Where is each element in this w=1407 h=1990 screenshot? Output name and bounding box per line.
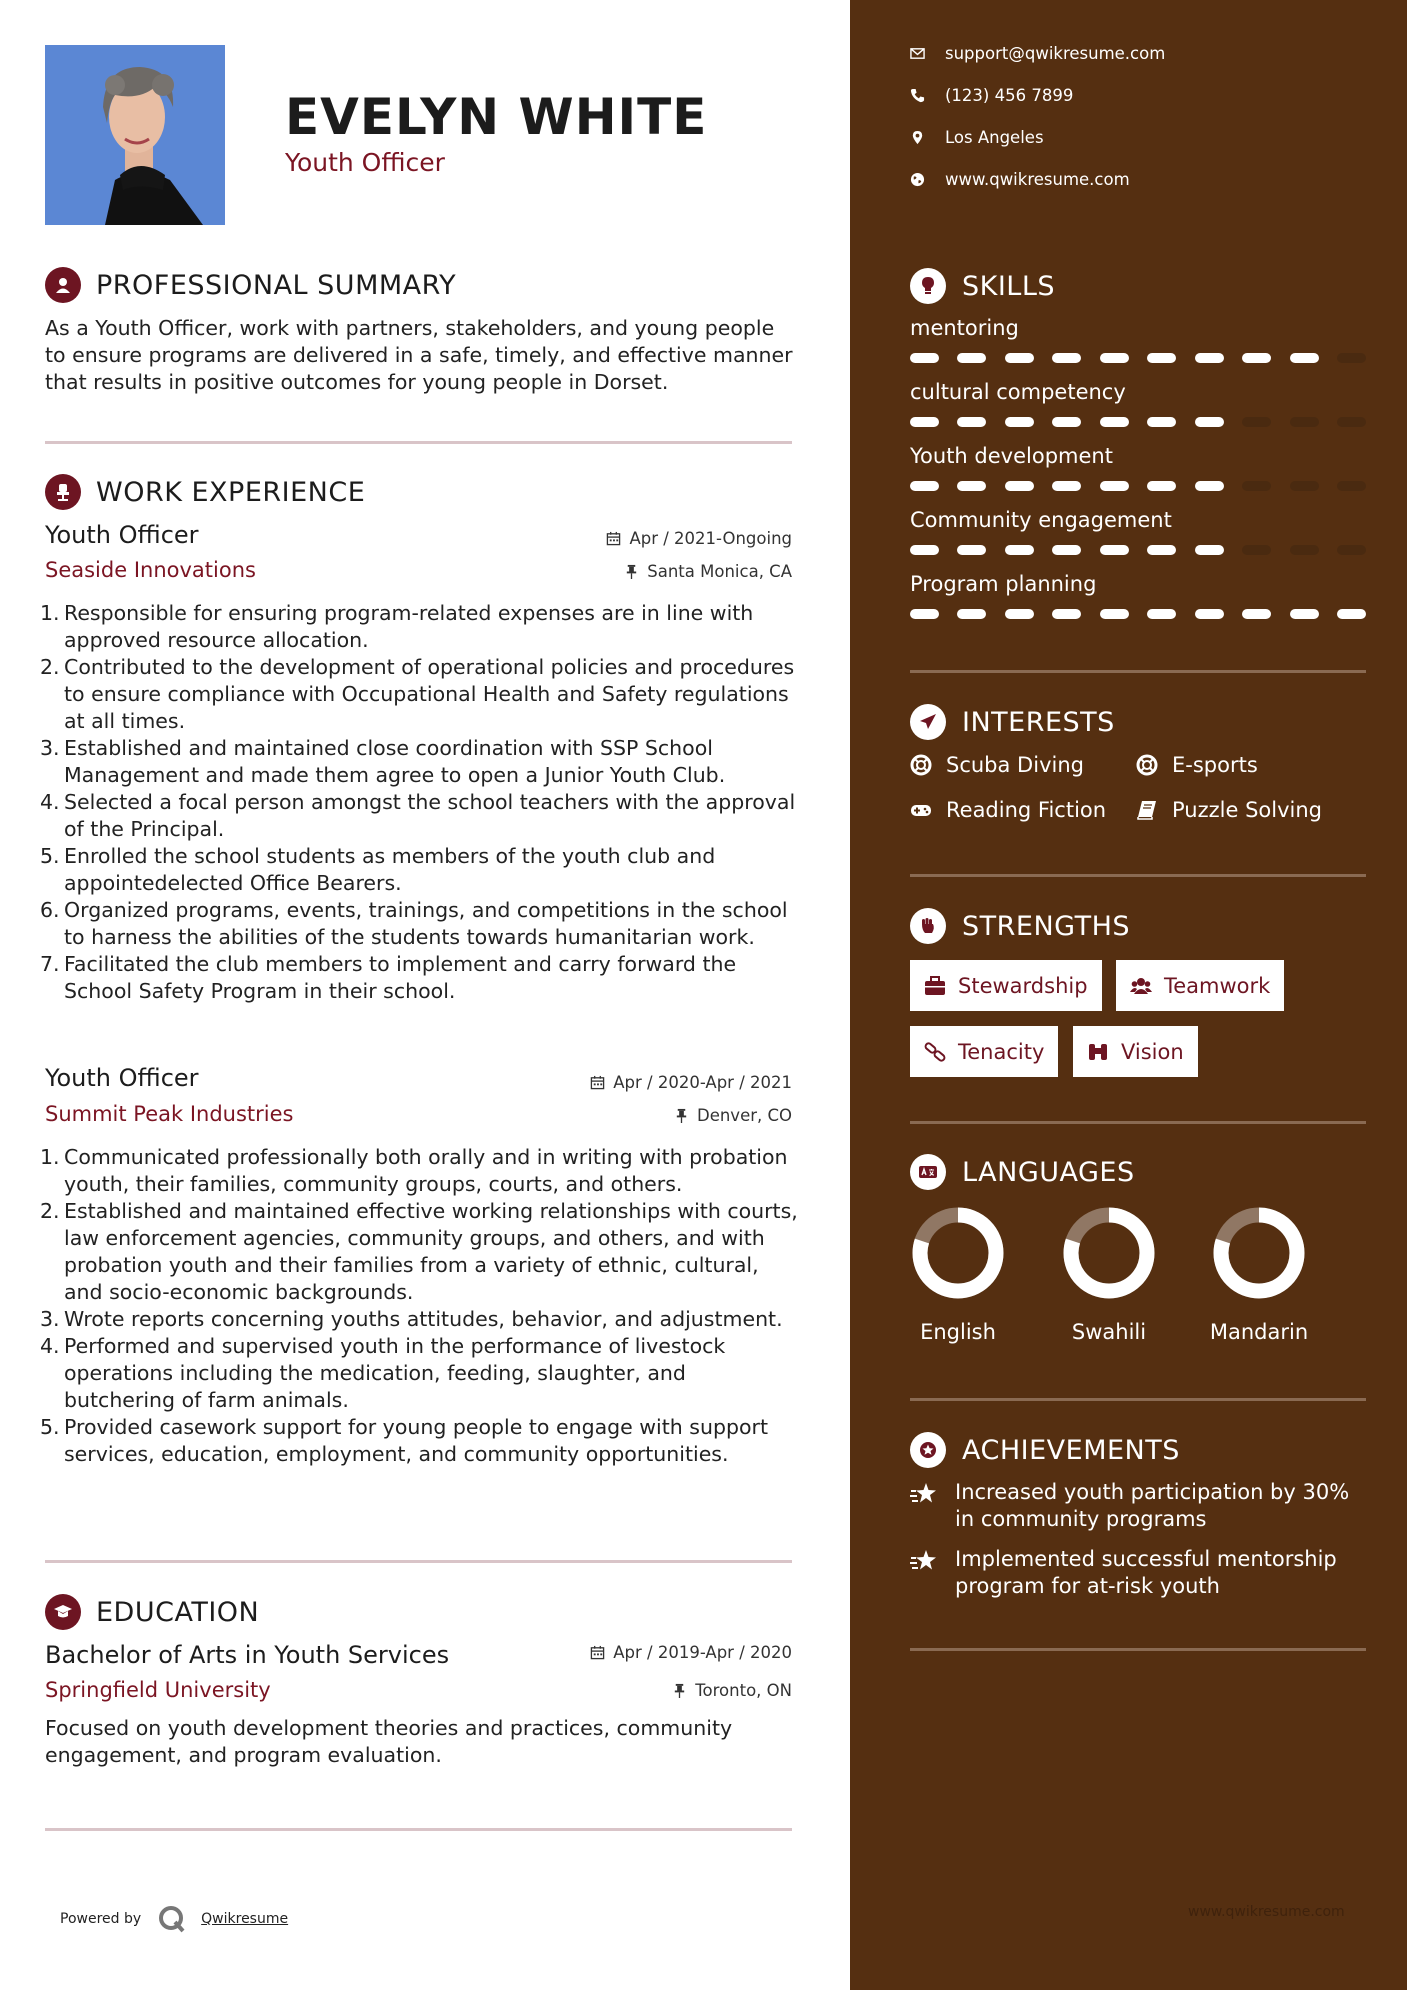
education-heading: EDUCATION [96, 1596, 260, 1628]
job-location: Denver, CO [674, 1106, 792, 1125]
language-item [898, 1206, 1018, 1344]
contact-phone[interactable]: (123) 456 7899 [910, 86, 1073, 105]
skill-segment-filled [1337, 609, 1366, 619]
skill-segment-filled [957, 609, 986, 619]
skill-segment-filled [910, 481, 939, 491]
company-name: Seaside Innovations [45, 558, 256, 582]
skill-segment-filled [910, 353, 939, 363]
skills-heading: SKILLS [962, 270, 1056, 302]
skill-segment-empty [1242, 545, 1271, 555]
job-bullets [40, 600, 800, 1005]
calendar-icon [590, 1645, 605, 1660]
language-name: Swahili [1071, 1320, 1147, 1344]
skill-segment-filled [957, 417, 986, 427]
watermark-url: www.qwikresume.com [1188, 1904, 1345, 1920]
graduation-cap-icon [45, 1594, 81, 1630]
interests-heading: INTERESTS [962, 706, 1115, 738]
list-item: 7. Facilitated the club members to implement and carry forward the School Safety Program in their school. [40, 952, 737, 1003]
skill-segment-filled [957, 353, 986, 363]
skill-segment-filled [1005, 609, 1034, 619]
skill-segment-filled [1242, 353, 1271, 363]
skill-name: Community engagement [910, 508, 1172, 532]
map-pin-icon [910, 130, 925, 145]
list-item: 3. Wrote reports concerning youths attitudes, behavior, and adjustment. [40, 1307, 783, 1331]
skill-level-bar [910, 609, 1366, 619]
language-name: English [920, 1320, 996, 1344]
list-item: 5. Provided casework support for young people to engage with support services, education, employment, and community opportunities. [40, 1415, 769, 1466]
phone-icon [910, 88, 925, 103]
skill-segment-filled [1290, 353, 1319, 363]
interest-item: Puzzle Solving [1136, 798, 1322, 822]
skill-segment-filled [957, 481, 986, 491]
skill-segment-filled [1100, 609, 1129, 619]
language-level-ring [1062, 1206, 1156, 1300]
job-bullets [40, 1144, 800, 1468]
skill-segment-filled [1147, 353, 1176, 363]
skill-segment-empty [1290, 417, 1319, 427]
list-item: 6. Organized programs, events, trainings, and competitions in the school to harness the abilities of the students towards humanitarian work. [40, 898, 788, 949]
skill-segment-filled [910, 417, 939, 427]
education-description: Focused on youth development theories and practices, community engagement, and program evaluation. [45, 1716, 733, 1767]
book-icon [1136, 799, 1158, 821]
skill-segment-filled [1195, 609, 1224, 619]
degree-title: Bachelor of Arts in Youth Services [45, 1641, 450, 1669]
interest-item: Scuba Diving [910, 753, 1084, 777]
skill-segment-filled [1052, 481, 1081, 491]
skill-segment-filled [1100, 481, 1129, 491]
skill-segment-filled [1195, 481, 1224, 491]
calendar-icon [590, 1075, 605, 1090]
interests-section-header [910, 704, 1115, 740]
pin-icon [624, 564, 639, 579]
skill-segment-filled [957, 545, 986, 555]
skill-segment-empty [1290, 545, 1319, 555]
education-dates: Apr / 2019-Apr / 2020 [590, 1643, 792, 1662]
skill-segment-filled [1100, 545, 1129, 555]
star-burst-icon [910, 1548, 938, 1574]
star-burst-icon [910, 1481, 938, 1507]
skill-name: Youth development [910, 444, 1113, 468]
interest-item: Reading Fiction [910, 798, 1106, 822]
paper-plane-icon [910, 704, 946, 740]
gamepad-icon [910, 799, 932, 821]
skill-segment-filled [1052, 417, 1081, 427]
summary-section-header [45, 267, 456, 303]
award-star-icon [910, 1432, 946, 1468]
language-name: Mandarin [1209, 1320, 1309, 1344]
skill-segment-filled [1290, 609, 1319, 619]
sidebar [850, 0, 1407, 1990]
calendar-icon [606, 531, 621, 546]
skill-name: cultural competency [910, 380, 1126, 404]
pin-icon [674, 1108, 689, 1123]
strength-chip: Tenacity [910, 1026, 1058, 1077]
job-title: Youth Officer [45, 521, 199, 549]
candidate-title: Youth Officer [285, 148, 445, 177]
list-item: 2. Contributed to the development of operational policies and procedures to ensure compliance with Occupational Health and Safety regulations at all times. [40, 655, 795, 733]
lifebuoy-icon [910, 754, 932, 776]
user-icon [45, 267, 81, 303]
strengths-heading: STRENGTHS [962, 910, 1131, 942]
powered-by: Powered by Qwikresume [60, 1904, 288, 1934]
list-item: 4. Performed and supervised youth in the performance of livestock operations including the medication, feeding, slaughter, and butchering of farm animals. [40, 1334, 726, 1412]
job-dates: Apr / 2021-Ongoing [606, 529, 792, 548]
list-item: 1. Responsible for ensuring program-related expenses are in line with approved resource allocation. [40, 601, 754, 652]
skill-segment-empty [1290, 481, 1319, 491]
skill-segment-filled [910, 609, 939, 619]
skill-segment-filled [1147, 609, 1176, 619]
candidate-name: EVELYN WHITE [285, 88, 708, 146]
binoculars-icon [1087, 1042, 1109, 1062]
skill-segment-empty [1242, 481, 1271, 491]
divider [910, 1648, 1366, 1651]
contact-email[interactable]: support@qwikresume.com [910, 44, 1165, 63]
skill-segment-filled [1005, 481, 1034, 491]
achievement-item: Increased youth participation by 30% in community programs [910, 1479, 1366, 1533]
link-icon [924, 1042, 946, 1062]
skill-segment-empty [1337, 417, 1366, 427]
divider [45, 441, 792, 444]
experience-section-header [45, 474, 365, 510]
skills-section-header [910, 268, 1055, 304]
language-item [1199, 1206, 1319, 1344]
company-name: Summit Peak Industries [45, 1102, 294, 1126]
skill-level-bar [910, 545, 1366, 555]
language-level-ring [911, 1206, 1005, 1300]
divider [910, 1398, 1366, 1401]
qwikresume-logo-icon [157, 1904, 187, 1934]
strength-chip: Stewardship [910, 960, 1102, 1011]
language-item [1049, 1206, 1169, 1344]
contact-location: Los Angeles [910, 128, 1044, 147]
skill-level-bar [910, 481, 1366, 491]
skill-segment-filled [1005, 417, 1034, 427]
interest-item: E-sports [1136, 753, 1258, 777]
skill-segment-filled [1242, 609, 1271, 619]
briefcase-icon [924, 976, 946, 996]
skill-segment-filled [1147, 417, 1176, 427]
skill-segment-filled [1147, 481, 1176, 491]
strength-chip: Teamwork [1116, 960, 1284, 1011]
lightbulb-icon [910, 268, 946, 304]
divider [910, 1121, 1366, 1124]
globe-icon [910, 172, 925, 187]
divider [45, 1828, 792, 1831]
summary-heading: PROFESSIONAL SUMMARY [96, 269, 457, 301]
language-level-ring [1212, 1206, 1306, 1300]
skill-segment-empty [1337, 353, 1366, 363]
achievements-heading: ACHIEVEMENTS [962, 1434, 1180, 1466]
skill-segment-filled [1195, 417, 1224, 427]
skill-segment-empty [1337, 545, 1366, 555]
divider [910, 670, 1366, 673]
language-icon [910, 1154, 946, 1190]
strengths-section-header [910, 908, 1130, 944]
office-chair-icon [45, 474, 81, 510]
job-location: Santa Monica, CA [624, 562, 792, 581]
skill-segment-filled [1052, 609, 1081, 619]
skill-segment-empty [1337, 481, 1366, 491]
job-dates: Apr / 2020-Apr / 2021 [590, 1073, 792, 1092]
skill-segment-filled [1195, 545, 1224, 555]
skill-segment-filled [1052, 545, 1081, 555]
skill-segment-filled [910, 545, 939, 555]
skill-segment-filled [1100, 353, 1129, 363]
skill-segment-filled [1147, 545, 1176, 555]
pin-icon [672, 1683, 687, 1698]
achievements-section-header [910, 1432, 1180, 1468]
list-item: 1. Communicated professionally both orally and in writing with probation youth, their families, community groups, courts, and others. [40, 1145, 788, 1196]
skill-segment-filled [1195, 353, 1224, 363]
experience-heading: WORK EXPERIENCE [96, 476, 366, 508]
skill-segment-filled [1100, 417, 1129, 427]
fist-icon [910, 908, 946, 944]
education-location: Toronto, ON [672, 1681, 792, 1700]
summary-text: As a Youth Officer, work with partners, stakeholders, and young people to ensure programs are delivered in a safe, timely, and effective manner that results in positive outcomes for young people in Dorset. [45, 316, 793, 394]
lifebuoy-icon [1136, 754, 1158, 776]
education-section-header [45, 1594, 259, 1630]
skill-segment-filled [1005, 353, 1034, 363]
qwikresume-link[interactable]: Qwikresume [201, 1911, 289, 1927]
divider [910, 874, 1366, 877]
school-name: Springfield University [45, 1678, 271, 1702]
languages-heading: LANGUAGES [962, 1156, 1135, 1188]
skill-segment-filled [1052, 353, 1081, 363]
skill-name: mentoring [910, 316, 1019, 340]
skill-segment-empty [1242, 417, 1271, 427]
skill-name: Program planning [910, 572, 1097, 596]
strength-chip: Vision [1073, 1026, 1198, 1077]
profile-photo [45, 45, 225, 225]
contact-website[interactable]: www.qwikresume.com [910, 170, 1130, 189]
list-item: 2. Established and maintained effective working relationships with courts, law enforcement agencies, community groups, and others, and with probation youth and their families from a variety of ethnic, cultural, and socio-economic backgrounds. [40, 1199, 798, 1304]
skill-level-bar [910, 417, 1366, 427]
users-icon [1130, 976, 1152, 996]
list-item: 3. Established and maintained close coordination with SSP School Management and made them agree to open a Junior Youth Club. [40, 736, 726, 787]
skill-level-bar [910, 353, 1366, 363]
languages-section-header [910, 1154, 1135, 1190]
achievement-item: Implemented successful mentorship program for at-risk youth [910, 1546, 1366, 1600]
envelope-icon [910, 46, 925, 61]
skill-segment-filled [1005, 545, 1034, 555]
list-item: 4. Selected a focal person amongst the school teachers with the approval of the Principal. [40, 790, 796, 841]
divider [45, 1560, 792, 1563]
job-title: Youth Officer [45, 1064, 199, 1092]
list-item: 5. Enrolled the school students as members of the youth club and appointedelected Office Bearers. [40, 844, 716, 895]
